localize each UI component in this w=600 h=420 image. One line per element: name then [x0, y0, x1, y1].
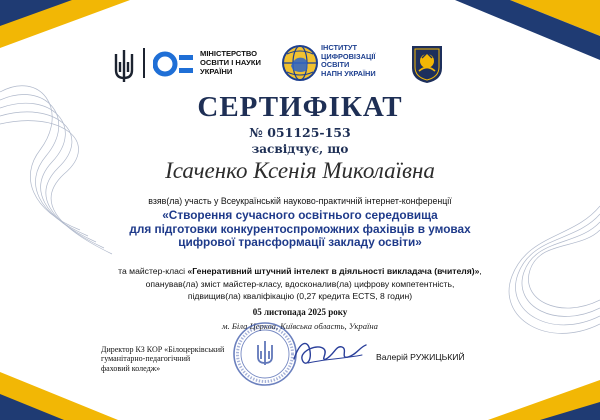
conference-topic	[80, 209, 520, 250]
mastered-text: опанував(ла) зміст майстер-класу, вдосконалив(ла) цифрову компетентність,	[145, 279, 455, 289]
qualification-text: підвищив(ла) кваліфікацію (0,27 кредита ECTS, 8 годин)	[187, 291, 413, 301]
masterclass-prefix: та майстер-класі	[118, 266, 188, 276]
event-date: 05 листопада 2025 року	[252, 307, 348, 317]
official-stamp-icon	[232, 321, 298, 387]
institute-logo-text	[321, 44, 376, 78]
event-place: м. Біла Церква, Київська область, Україна	[222, 321, 378, 331]
trident-icon	[112, 48, 136, 84]
topic-line-3: цифрової трансформації закладу освіти»	[178, 235, 422, 250]
certifies-text: засвідчує, що	[251, 142, 349, 156]
participation-text: взяв(ла) участь у Всеукраїнській науково-практичній інтернет-конференції	[148, 196, 452, 206]
recipient-name: Ісаченко Ксенія Миколаївна	[165, 158, 435, 183]
director-signature	[290, 333, 370, 373]
position-line-1: Директор КЗ КОР «Білоцерківський	[101, 345, 225, 354]
position-line-3: фаховий коледж»	[101, 363, 161, 373]
masterclass-suffix: ,	[479, 266, 482, 276]
signatory-name: Валерій РУЖИЦЬКИЙ	[376, 352, 465, 362]
topic-line-1: «Створення сучасного освітнього середовища	[162, 208, 438, 222]
institute-line-2: ЦИФРОВІЗАЦІЇ	[321, 51, 376, 61]
institute-line-3: ОСВІТИ	[321, 60, 350, 70]
signatory-position	[101, 345, 224, 373]
certificate-title: СЕРТИФІКАТ	[197, 91, 403, 123]
topic-line-2: для підготовки конкурентоспроможних фахівців в умовах	[129, 221, 471, 236]
ministry-line-1: МІНІСТЕРСТВО	[200, 49, 258, 58]
position-line-2: гуманітарно-педагогічний	[101, 354, 191, 364]
masterclass-title: «Генеративний штучний інтелект в діяльності викладача (вчителя)»	[187, 266, 480, 276]
institute-globe-icon	[281, 42, 319, 84]
certificate-number: № 051125-153	[249, 125, 351, 140]
institute-line-1: ІНСТИТУТ	[321, 43, 357, 52]
logo-separator	[143, 48, 145, 78]
logos-row	[0, 40, 600, 92]
ministry-line-2: ОСВІТИ І НАУКИ	[200, 58, 261, 67]
ministry-logo-icon	[153, 49, 195, 79]
ministry-line-3: УКРАЇНИ	[200, 67, 233, 76]
college-emblem-icon	[410, 44, 444, 84]
masterclass-line	[0, 266, 600, 276]
ministry-logo-text	[200, 49, 261, 76]
institute-line-4: НАПН УКРАЇНИ	[321, 68, 376, 78]
